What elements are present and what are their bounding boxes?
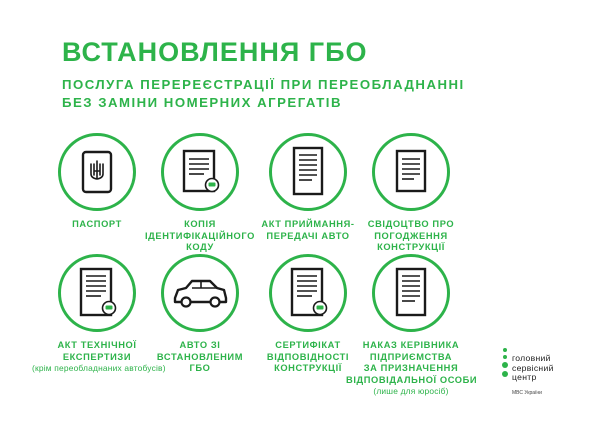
item-label: НАКАЗ КЕРІВНИКА ПІДПРИЄМСТВА ЗА ПРИЗНАЧЕННЯ ВІДПОВІДАЛЬНОЇ ОСОБИ (лише для юросіб) xyxy=(346,340,478,396)
item-circle xyxy=(161,133,239,211)
item-circle xyxy=(269,254,347,332)
service-center-logo xyxy=(501,348,591,408)
item-note: (лише для юросіб) xyxy=(373,386,449,396)
item-label: АКТ ПРИЙМАННЯ- ПЕРЕДАЧІ АВТО xyxy=(261,219,355,241)
id-copy-document-icon xyxy=(176,147,224,197)
item-circle xyxy=(269,133,347,211)
order-document-icon xyxy=(389,266,433,320)
passport-icon xyxy=(77,147,117,197)
item-circle xyxy=(58,254,136,332)
item-label: АВТО ЗІ ВСТАНОВЛЕНИМ ГБО xyxy=(156,340,244,373)
item-circle xyxy=(161,254,239,332)
item-circle xyxy=(372,133,450,211)
subtitle-line-1: ПОСЛУГА ПЕРЕРЕЄСТРАЦІЇ ПРИ ПЕРЕОБЛАДНАННІ xyxy=(62,77,465,92)
conformity-certificate-icon xyxy=(284,266,332,320)
logo-subtitle: МВС України xyxy=(512,390,542,396)
item-label: КОПІЯ ІДЕНТИФІКАЦІЙНОГО КОДУ xyxy=(145,219,255,252)
item-label: СЕРТИФІКАТ ВІДПОВІДНОСТІ КОНСТРУКЦІЇ xyxy=(266,340,350,373)
subtitle-line-2: БЕЗ ЗАМІНИ НОМЕРНИХ АГРЕГАТІВ xyxy=(62,95,342,110)
page-subtitle xyxy=(62,76,465,112)
technical-expertise-act-icon xyxy=(73,266,121,320)
acceptance-act-document-icon xyxy=(286,145,330,199)
certificate-document-icon xyxy=(389,147,433,197)
page-title: ВСТАНОВЛЕННЯ ГБО xyxy=(62,37,368,67)
item-note: (крім переобладнаних автобусів) xyxy=(32,363,166,373)
item-label: АКТ ТЕХНІЧНОЇ ЕКСПЕРТИЗИ (крім переобладнаних автобусів) xyxy=(32,340,166,373)
item-circle xyxy=(372,254,450,332)
car-icon xyxy=(170,276,230,310)
logo-text: головний сервісний центр xyxy=(512,353,554,383)
item-circle xyxy=(58,133,136,211)
item-label: СВІДОЦТВО ПРО ПОГОДЖЕННЯ КОНСТРУКЦІЇ xyxy=(367,219,455,252)
item-label: ПАСПОРТ xyxy=(72,219,122,229)
